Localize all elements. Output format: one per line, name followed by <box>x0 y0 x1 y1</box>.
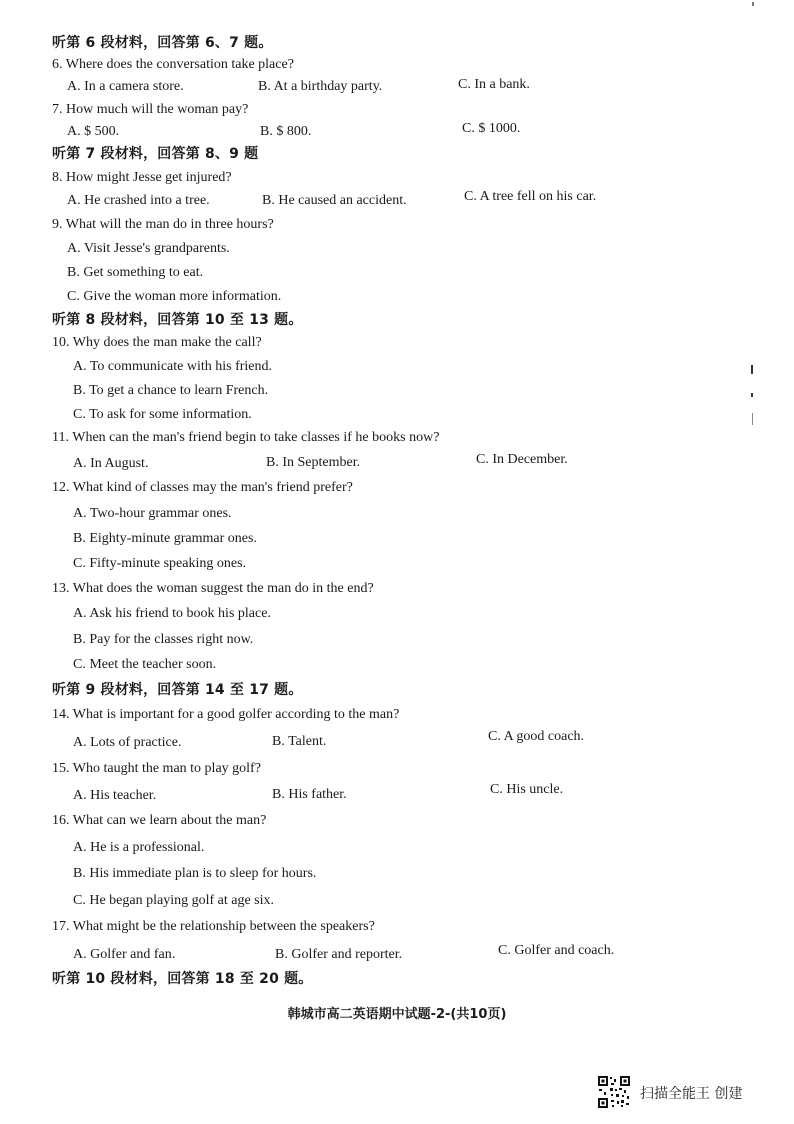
question-16-stem: 16. What can we learn about the man? <box>52 813 267 828</box>
question-17-stem: 17. What might be the relationship between the speakers? <box>52 919 375 934</box>
question-13-option-c: C. Meet the teacher soon. <box>73 657 217 672</box>
question-17-option-b: B. Golfer and reporter. <box>275 947 403 962</box>
question-7-option-b: B. $ 800. <box>260 124 312 139</box>
question-6-option-a: A. In a camera store. <box>67 79 184 94</box>
question-10-option-a: A. To communicate with his friend. <box>73 359 273 374</box>
question-6-option-b: B. At a birthday party. <box>258 79 383 94</box>
question-9-option-a: A. Visit Jesse's grandparents. <box>67 241 230 256</box>
scan-mark <box>752 2 754 6</box>
scanner-watermark: 扫描全能王 创建 <box>640 1086 743 1102</box>
question-14-option-a: A. Lots of practice. <box>73 735 182 750</box>
page-footer: 韩城市高二英语期中试题-2-(共10页) <box>287 1007 507 1022</box>
question-13-option-b: B. Pay for the classes right now. <box>73 632 254 647</box>
question-7-stem: 7. How much will the woman pay? <box>52 102 249 117</box>
qr-code-icon <box>597 1075 631 1109</box>
scan-mark <box>751 365 753 374</box>
question-12-option-a: A. Two-hour grammar ones. <box>73 506 232 521</box>
question-9-stem: 9. What will the man do in three hours? <box>52 217 274 232</box>
question-7-option-a: A. $ 500. <box>67 124 120 139</box>
question-12-stem: 12. What kind of classes may the man's friend prefer? <box>52 480 353 495</box>
question-17-option-a: A. Golfer and fan. <box>73 947 176 962</box>
question-15-option-b: B. His father. <box>272 787 347 802</box>
question-16-option-a: A. He is a professional. <box>73 840 205 855</box>
question-15-option-a: A. His teacher. <box>73 788 157 803</box>
question-9-option-c: C. Give the woman more information. <box>67 289 282 304</box>
question-12-option-c: C. Fifty-minute speaking ones. <box>73 556 247 571</box>
section-heading-6: 听第 6 段材料，回答第 6、7 题。 <box>52 35 273 51</box>
question-15-stem: 15. Who taught the man to play golf? <box>52 761 261 776</box>
scan-mark <box>751 393 753 397</box>
question-14-option-c: C. A good coach. <box>488 729 585 744</box>
question-6-stem: 6. Where does the conversation take place? <box>52 57 294 72</box>
scan-mark <box>752 413 753 425</box>
question-8-stem: 8. How might Jesse get injured? <box>52 170 232 185</box>
question-15-option-c: C. His uncle. <box>490 782 564 797</box>
question-14-option-b: B. Talent. <box>272 734 327 749</box>
question-13-stem: 13. What does the woman suggest the man do in the end? <box>52 581 374 596</box>
question-11-option-a: A. In August. <box>73 456 149 471</box>
question-9-option-b: B. Get something to eat. <box>67 265 204 280</box>
section-heading-7: 听第 7 段材料，回答第 8、9 题 <box>52 146 259 162</box>
question-10-option-c: C. To ask for some information. <box>73 407 252 422</box>
section-heading-9: 听第 9 段材料，回答第 14 至 17 题。 <box>52 682 303 698</box>
question-11-option-b: B. In September. <box>266 455 361 470</box>
question-6-option-c: C. In a bank. <box>458 77 530 92</box>
question-14-stem: 14. What is important for a good golfer according to the man? <box>52 707 400 722</box>
question-7-option-c: C. $ 1000. <box>462 121 521 136</box>
question-10-stem: 10. Why does the man make the call? <box>52 335 262 350</box>
question-10-option-b: B. To get a chance to learn French. <box>73 383 269 398</box>
question-8-option-b: B. He caused an accident. <box>262 193 407 208</box>
section-heading-10: 听第 10 段材料，回答第 18 至 20 题。 <box>52 971 313 987</box>
question-8-option-c: C. A tree fell on his car. <box>464 189 597 204</box>
question-11-option-c: C. In December. <box>476 452 568 467</box>
question-12-option-b: B. Eighty-minute grammar ones. <box>73 531 257 546</box>
section-heading-8: 听第 8 段材料，回答第 10 至 13 题。 <box>52 312 303 328</box>
question-13-option-a: A. Ask his friend to book his place. <box>73 606 271 621</box>
question-16-option-b: B. His immediate plan is to sleep for hours. <box>73 866 317 881</box>
question-11-stem: 11. When can the man's friend begin to take classes if he books now? <box>52 430 440 445</box>
question-8-option-a: A. He crashed into a tree. <box>67 193 210 208</box>
question-16-option-c: C. He began playing golf at age six. <box>73 893 275 908</box>
question-17-option-c: C. Golfer and coach. <box>498 943 615 958</box>
